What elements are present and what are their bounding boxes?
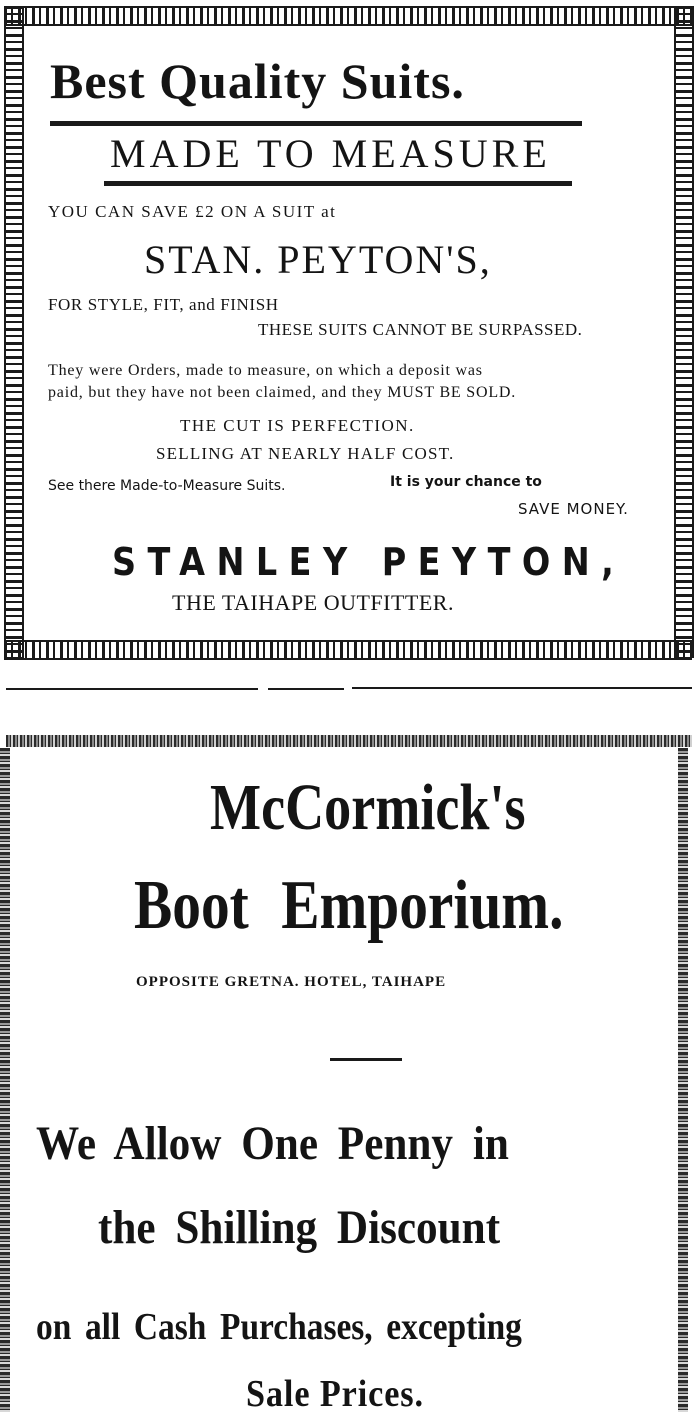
left-ornamental-border xyxy=(4,6,24,658)
offer-line-4: Sale Prices. xyxy=(246,1373,424,1415)
right-ornamental-border xyxy=(674,6,694,658)
price-line: SELLING AT NEARLY HALF COST. xyxy=(156,444,455,463)
cut-line: THE CUT IS PERFECTION. xyxy=(180,416,415,435)
store-name: STAN. PEYTON'S, xyxy=(144,237,492,282)
headline: Best Quality Suits. xyxy=(50,53,465,109)
subhead-rule xyxy=(104,181,572,186)
offer-line-1: We Allow One Penny in xyxy=(36,1117,509,1170)
save-line: YOU CAN SAVE £2 ON A SUIT at xyxy=(48,202,337,221)
top-ornamental-border xyxy=(6,735,692,747)
save-money: SAVE MONEY. xyxy=(518,500,629,518)
offer-line-3: on all Cash Purchases, excepting xyxy=(36,1306,522,1348)
see-line: See there Made-to-Measure Suits. xyxy=(48,478,286,494)
shop-name-line-2: Boot Emporium. xyxy=(134,867,564,944)
body-line-2: paid, but they have not been claimed, and they MUST BE SOLD. xyxy=(48,384,517,401)
style-line: FOR STYLE, FIT, and FINISH xyxy=(48,295,279,314)
headline-rule xyxy=(50,121,582,126)
subhead: MADE TO MEASURE xyxy=(110,131,551,176)
chance-line: It is your chance to xyxy=(390,474,542,490)
body-line-1: They were Orders, made to measure, on which a deposit was xyxy=(48,362,483,379)
address: OPPOSITE GRETNA. HOTEL, TAIHAPE xyxy=(136,974,447,990)
surpass-line: THESE SUITS CANNOT BE SURPASSED. xyxy=(258,320,583,339)
separator-left xyxy=(6,688,258,690)
top-ornamental-border xyxy=(4,6,692,26)
separator-right xyxy=(352,687,692,689)
offer-line-2: the Shilling Discount xyxy=(98,1201,501,1254)
short-rule xyxy=(330,1058,402,1061)
tagline: THE TAIHAPE OUTFITTER. xyxy=(172,590,454,615)
bottom-ornamental-border xyxy=(4,640,692,660)
separator-middle xyxy=(268,688,344,690)
signature: STANLEY PEYTON, xyxy=(112,540,626,584)
right-ornamental-border xyxy=(678,748,688,1412)
shop-name-line-1: McCormick's xyxy=(210,771,526,844)
left-ornamental-border xyxy=(0,748,10,1412)
